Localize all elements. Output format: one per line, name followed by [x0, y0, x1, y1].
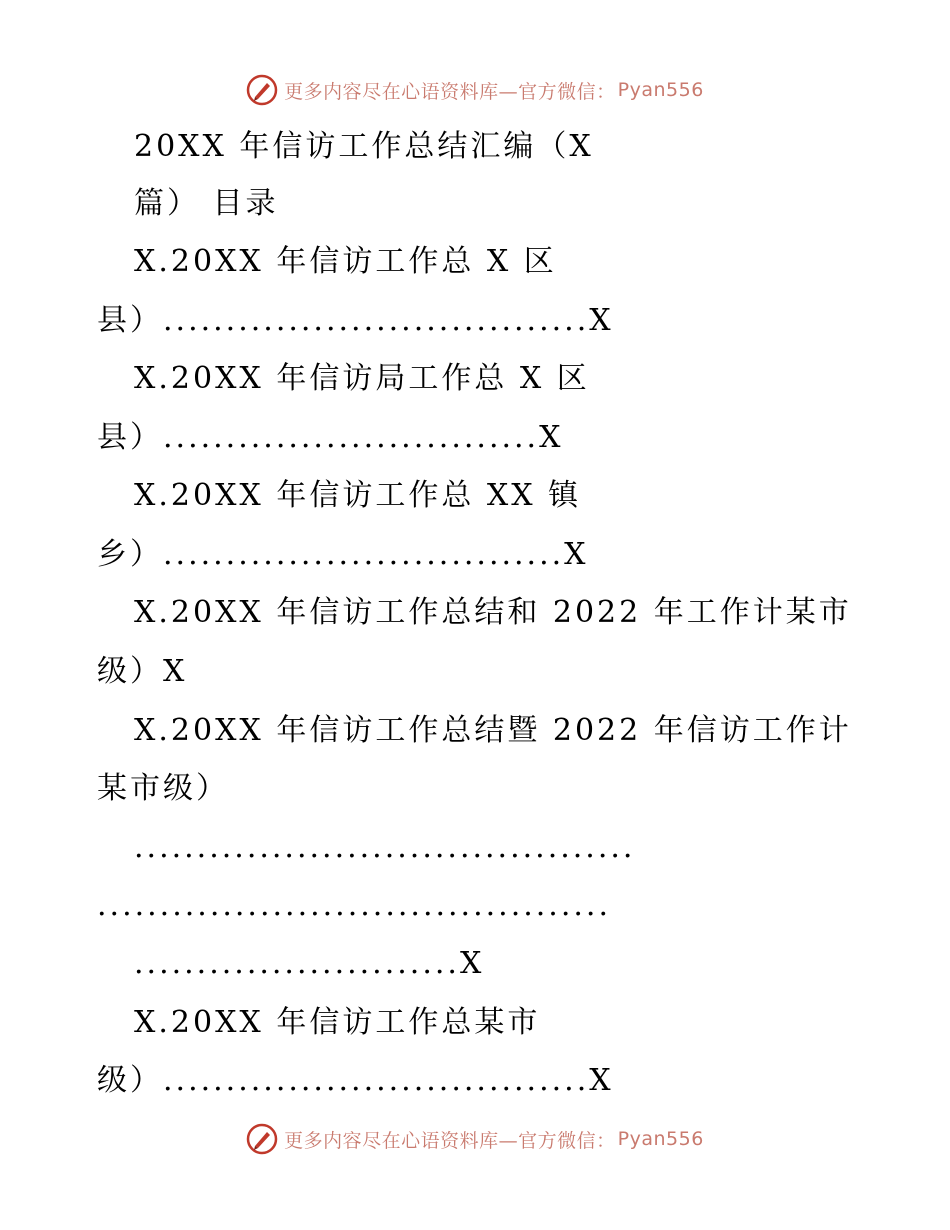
toc-entry-4-line-1: X.20XX 年信访工作总结和 2022 年工作计某市: [134, 595, 852, 630]
watermark-text: 更多内容尽在心语资料库—官方微信：: [284, 80, 616, 103]
toc-entry-2-line-2: 县）..............................X: [97, 420, 564, 455]
pen-logo-icon: [246, 1123, 278, 1155]
document-title-line-1: 20XX 年信访工作总结汇编（X: [134, 129, 594, 164]
toc-entry-4-line-2: 级）X: [97, 654, 188, 689]
toc-entry-6-line-1: X.20XX 年信访工作总某市: [134, 1005, 541, 1040]
toc-entry-5-line-2: 某市级）: [97, 771, 229, 806]
pen-logo-icon: [246, 74, 278, 106]
toc-entry-5-leader-3: ..........................X: [134, 946, 485, 981]
watermark-contact: Pyan556: [617, 1128, 704, 1150]
toc-entry-1-line-2: 县）..................................X: [97, 303, 614, 338]
watermark-footer: [0, 1119, 950, 1159]
watermark-text: 更多内容尽在心语资料库—官方微信：: [284, 1129, 616, 1152]
toc-entry-3-line-1: X.20XX 年信访工作总 XX 镇: [134, 478, 582, 513]
toc-entry-2-line-1: X.20XX 年信访局工作总 X 区: [134, 361, 590, 396]
toc-entry-6-line-2: 级）..................................X: [97, 1063, 614, 1098]
toc-entry-5-line-1: X.20XX 年信访工作总结暨 2022 年信访工作计: [134, 713, 852, 748]
toc-entry-5-leader-2: .........................................: [97, 888, 611, 923]
watermark-header: [0, 70, 950, 110]
toc-entry-5-leader-1: ........................................: [134, 830, 636, 865]
watermark-contact: Pyan556: [617, 79, 704, 101]
toc-entry-1-line-1: X.20XX 年信访工作总 X 区: [134, 244, 557, 279]
document-title-line-2: 篇） 目录: [134, 186, 279, 221]
toc-entry-3-line-2: 乡）................................X: [97, 537, 589, 572]
